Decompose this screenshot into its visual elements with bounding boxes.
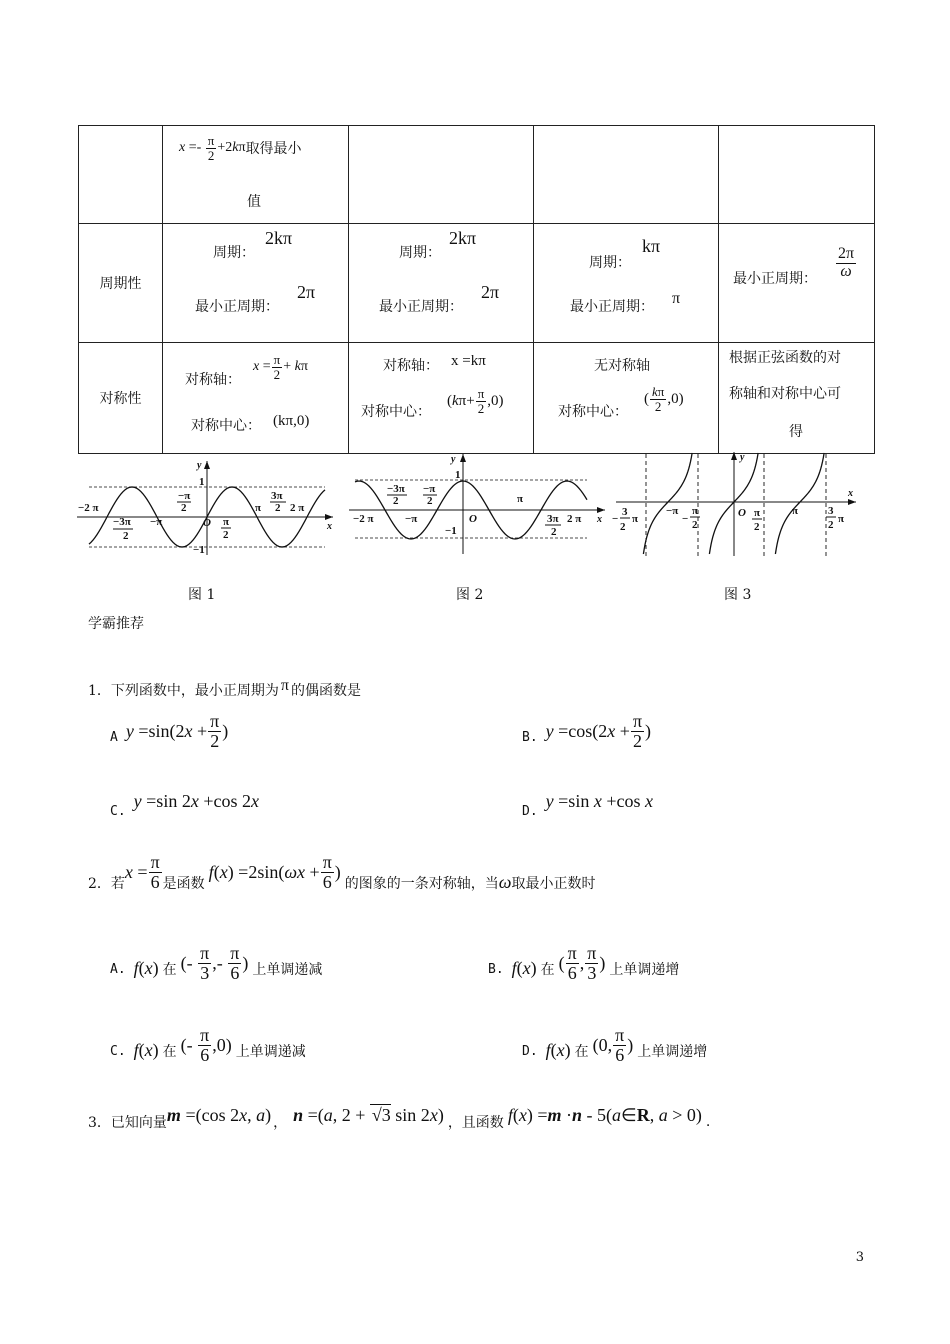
svg-text:π: π xyxy=(692,505,699,517)
q1-option-d[interactable]: D. y =sin x +cos x xyxy=(522,791,653,819)
table-cell xyxy=(349,126,534,224)
option-text: 上单调递减 xyxy=(252,962,323,979)
question-stem: 3．已知向量 xyxy=(88,1115,167,1131)
q1-option-c[interactable]: C. y =sin 2x +cos 2x xyxy=(110,791,259,819)
tangent-graph xyxy=(612,450,862,560)
no-axis-text: 无对称轴 xyxy=(594,358,650,374)
general-text: 根据正弦函数的对 xyxy=(729,350,841,366)
question-stem: 的图象的一条对称轴，当 xyxy=(344,875,499,892)
q1-option-a[interactable]: A y =sin(2 x + $\frac{\pi}{2}$ ) xyxy=(110,711,229,751)
svg-text:−1: −1 xyxy=(193,544,205,556)
general-text: 称轴和对称中心可 xyxy=(729,386,841,402)
question-stem: 是函数 xyxy=(162,875,205,892)
figure-3-caption: 图 3 xyxy=(724,587,752,603)
q2-option-b[interactable]: B. f(x) 在 ( $\frac{\pi}{6}$ , $\frac{\pi}{3}$ ) 上单调递增 xyxy=(488,943,680,983)
svg-text:O: O xyxy=(203,517,211,529)
svg-text:3: 3 xyxy=(828,505,834,517)
question-stem: ，且函数 xyxy=(447,1115,504,1131)
table-cell xyxy=(534,126,719,224)
period-label: 周期： xyxy=(589,255,631,271)
period-label: 周期： xyxy=(213,245,255,261)
question-3: 3．已知向量 m =(cos 2x, a) ， n =(a, 2 + √3 sin 2x) ，且函数 f(x) =m ·n - 5(a∈R, a > 0) . xyxy=(88,1104,711,1131)
table-cell: x =- $\frac{\pi}{2}$ +2 k π 取得最小 值 xyxy=(163,126,349,224)
question-stem: 取最小正数时 xyxy=(511,875,596,892)
question-2: 2．若 x = $\frac{\pi}{6}$ 是函数 f ( x ) =2sin( ωx + $\frac{\pi}{6}$ ) 的图象的一条对称轴，当 ω 取最小正数时 xyxy=(88,852,596,892)
period-row-label: 周期性 xyxy=(79,224,163,343)
min-period-label: 最小正周期： xyxy=(379,299,463,315)
sin-min-text2: 值 xyxy=(247,194,261,210)
min-period-value: 2π xyxy=(481,282,500,302)
option-text: 在 xyxy=(162,1044,177,1061)
period-value: 2kπ xyxy=(265,228,293,248)
option-label: C. xyxy=(110,1043,126,1059)
svg-text:3: 3 xyxy=(622,506,628,518)
svg-text:2: 2 xyxy=(393,495,399,507)
option-label: D. xyxy=(522,804,538,819)
svg-text:−π: −π xyxy=(423,483,436,495)
svg-text:2: 2 xyxy=(754,521,760,533)
svg-text:x: x xyxy=(597,514,602,525)
center-label: 对称中心： xyxy=(558,404,628,420)
question-stem: . xyxy=(705,1114,711,1130)
section-title: 学霸推荐 xyxy=(88,616,144,632)
cosine-graph xyxy=(347,452,612,557)
svg-text:2: 2 xyxy=(551,526,557,538)
svg-text:3π: 3π xyxy=(547,513,559,525)
svg-text:π: π xyxy=(754,507,761,519)
svg-text:π: π xyxy=(838,513,845,525)
table-cell xyxy=(719,343,875,454)
question-stem: 2．若 xyxy=(88,875,125,892)
option-label: A. xyxy=(110,961,126,977)
svg-text:x: x xyxy=(327,521,332,532)
min-period-label: 最小正周期： xyxy=(733,271,817,287)
svg-text:−3π: −3π xyxy=(387,483,405,495)
axis-label: 对称轴： xyxy=(185,372,241,388)
q2-option-c[interactable]: C. f(x) 在 (- $\frac{\pi}{6}$ ,0) 上单调递减 xyxy=(110,1025,306,1065)
svg-text:2: 2 xyxy=(828,519,834,531)
svg-text:−: − xyxy=(612,513,619,525)
svg-text:2 π: 2 π xyxy=(290,502,305,514)
svg-text:2: 2 xyxy=(223,529,229,541)
axis-label: 对称轴： xyxy=(383,358,439,374)
center-value: (kπ,0) xyxy=(273,413,310,429)
question-1: 1．下列函数中，最小正周期为 π 的偶函数是 xyxy=(88,677,361,699)
svg-text:3π: 3π xyxy=(271,490,283,502)
period-label: 周期： xyxy=(399,245,441,261)
svg-text:2: 2 xyxy=(692,519,698,531)
table-cell xyxy=(719,126,875,224)
center-label: 对称中心： xyxy=(191,418,261,434)
period-value: kπ xyxy=(642,236,661,256)
svg-text:−π: −π xyxy=(150,516,163,528)
table-cell xyxy=(79,126,163,224)
min-period-label: 最小正周期： xyxy=(195,299,279,315)
q1-option-b[interactable]: B. y =cos(2 x + $\frac{\pi}{2}$ ) xyxy=(522,711,652,751)
svg-text:y: y xyxy=(740,452,745,463)
svg-text:π: π xyxy=(792,505,799,517)
table-cell xyxy=(349,224,534,343)
svg-text:−: − xyxy=(682,513,689,525)
svg-text:2: 2 xyxy=(620,521,626,533)
svg-text:π: π xyxy=(255,502,262,514)
option-label: A xyxy=(110,729,118,745)
table-cell: 最小正周期： $\frac{2\pi}{\omega}$ xyxy=(719,224,875,343)
svg-text:−π: −π xyxy=(666,505,679,517)
svg-text:−1: −1 xyxy=(445,525,457,537)
sine-graph xyxy=(75,455,340,560)
option-label: C. xyxy=(110,804,126,819)
svg-text:−3π: −3π xyxy=(113,516,131,528)
svg-text:π: π xyxy=(223,516,230,528)
page-number: 3 xyxy=(855,1250,864,1265)
table-cell xyxy=(163,224,349,343)
axis-value: x =kπ xyxy=(451,353,486,369)
sin-min-text: 取得最小 xyxy=(245,141,302,158)
svg-text:y: y xyxy=(197,460,202,471)
option-text: 在 xyxy=(574,1044,589,1061)
svg-text:x: x xyxy=(848,488,853,499)
svg-text:1: 1 xyxy=(455,469,461,481)
figure-1-caption: 图 1 xyxy=(188,587,216,603)
min-period-value: 2π xyxy=(297,282,316,302)
q2-option-d[interactable]: D. f(x) 在 (0, $\frac{\pi}{6}$ ) 上单调递增 xyxy=(522,1025,708,1065)
table-cell xyxy=(534,224,719,343)
option-text: 上单调递增 xyxy=(637,1044,708,1061)
table-cell: 无对称轴 对称中心： ( $\frac{k\pi}{2}$ ,0) xyxy=(534,343,719,454)
figure-2-caption: 图 2 xyxy=(456,587,484,603)
option-label: B. xyxy=(522,729,538,745)
properties-table xyxy=(78,125,875,454)
question-stem: ， xyxy=(273,1115,288,1131)
svg-text:−π: −π xyxy=(178,490,191,502)
svg-text:2: 2 xyxy=(181,502,187,514)
period-value: 2kπ xyxy=(449,228,477,248)
option-text: 上单调递增 xyxy=(609,962,680,979)
min-period-value: π xyxy=(672,290,681,307)
min-period-label: 最小正周期： xyxy=(570,299,654,315)
option-text: 在 xyxy=(162,962,177,979)
option-label: B. xyxy=(488,961,504,977)
svg-text:2: 2 xyxy=(123,530,129,542)
svg-text:2: 2 xyxy=(275,502,281,514)
svg-text:2: 2 xyxy=(427,495,433,507)
svg-text:y: y xyxy=(451,454,456,465)
option-text: 上单调递减 xyxy=(235,1044,306,1061)
svg-text:π: π xyxy=(632,513,639,525)
table-cell: 对称轴： x =kπ 对称中心： ( k π+ $\frac{\pi}{2}$ ,0) xyxy=(349,343,534,454)
option-text: 在 xyxy=(540,962,555,979)
general-text: 得 xyxy=(789,424,803,440)
center-label: 对称中心： xyxy=(361,404,431,420)
symmetry-row-label: 对称性 xyxy=(79,343,163,454)
svg-text:1: 1 xyxy=(199,476,205,488)
svg-text:−2 π: −2 π xyxy=(78,502,99,514)
option-label: D. xyxy=(522,1043,538,1059)
svg-text:O: O xyxy=(738,507,746,519)
q2-option-a[interactable]: A. f(x) 在 (- $\frac{\pi}{3}$ ,- $\frac{\pi}{6}$ ) 上单调递减 xyxy=(110,943,323,983)
svg-text:−2 π: −2 π xyxy=(353,513,374,525)
question-stem: 的偶函数是 xyxy=(291,683,361,699)
svg-text:2 π: 2 π xyxy=(567,513,582,525)
svg-text:−π: −π xyxy=(405,513,418,525)
question-stem: 1．下列函数中，最小正周期为 xyxy=(88,683,279,699)
svg-text:O: O xyxy=(469,513,477,525)
svg-text:π: π xyxy=(517,493,524,505)
table-cell: 对称轴： x = $\frac{\pi}{2}$ + k π 对称中心： (kπ,0) xyxy=(163,343,349,454)
